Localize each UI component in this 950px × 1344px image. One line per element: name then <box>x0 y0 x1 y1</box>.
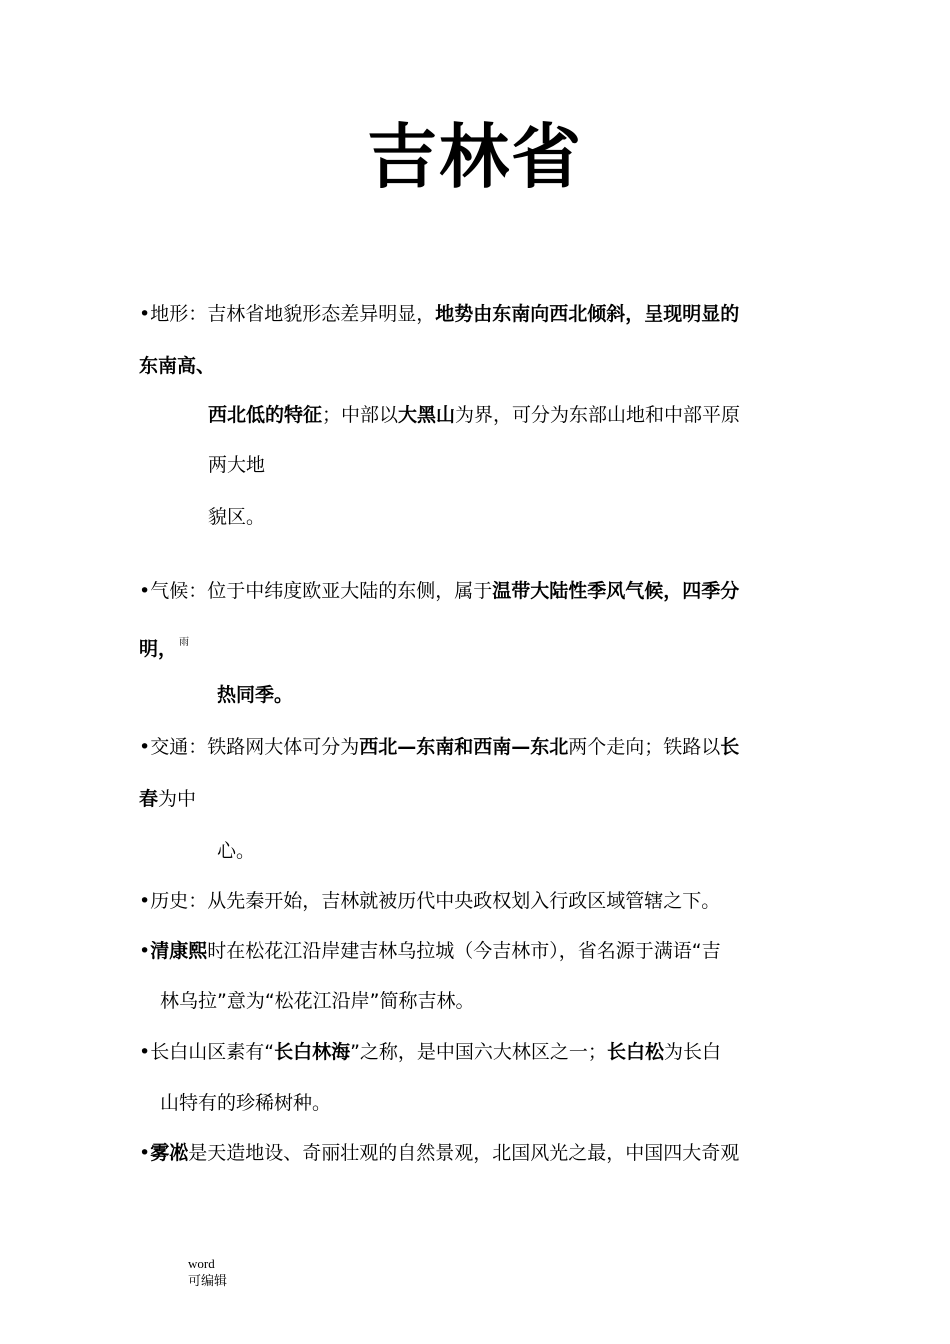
climate-bold: 温带大陆性季风气候，四季分 <box>492 580 740 602</box>
footer-editable: 可编辑 <box>188 1273 228 1288</box>
terrain-bold: 地势由东南向西北倾斜，呈现明显的 <box>435 303 740 325</box>
kangxi-bullet: • <box>139 940 151 962</box>
changbai-line-2: 山特有的珍稀树种。 <box>160 1092 332 1114</box>
terrain-bold-2: 东南高、 <box>139 355 216 377</box>
traffic-line-1 <box>139 734 739 760</box>
changbai-bold-b: 长白林海 <box>274 1041 351 1063</box>
changbai-text-e: 为长白 <box>663 1041 721 1063</box>
history-line: •历史：从先秦开始，吉林就被历代中央政权划入行政区域管辖之下。 <box>139 890 721 912</box>
changbai-text-c: ”之称，是中国六大林区之一； <box>350 1041 607 1063</box>
traffic-bold-2a: 春 <box>139 788 159 810</box>
rime-line-1 <box>139 1140 739 1166</box>
terrain-line-2 <box>139 353 215 379</box>
changbai-bold-d: 长白松 <box>606 1041 664 1063</box>
changbai-line-1 <box>139 1039 721 1065</box>
climate-line-2 <box>139 630 189 662</box>
terrain-bold-3: 西北低的特征 <box>208 404 323 426</box>
climate-line-3 <box>217 682 293 708</box>
rime-bullet: • <box>139 1142 151 1164</box>
kangxi-text: 时在松花江沿岸建吉林乌拉城（今吉林市），省名源于满语“吉 <box>207 940 721 962</box>
traffic-line-3: 心。 <box>217 840 256 862</box>
footer-word: word <box>188 1256 215 1271</box>
terrain-line-1 <box>139 301 739 327</box>
terrain-line-5: 貌区。 <box>208 506 266 528</box>
terrain-bold-3b: 大黑山 <box>398 404 456 426</box>
kangxi-bold: 清康熙 <box>150 940 208 962</box>
terrain-line-3 <box>208 402 740 428</box>
rime-text: 是天造地设、奇丽壮观的自然景观，北国风光之最，中国四大奇观 <box>188 1142 740 1164</box>
traffic-text-1c: 两个走向；铁路以 <box>568 736 721 758</box>
traffic-text-1a: •交通：铁路网大体可分为 <box>139 736 360 758</box>
document-title: 吉林省 <box>367 116 583 198</box>
climate-bold-3: 热同季。 <box>217 684 294 706</box>
terrain-text: •地形：吉林省地貌形态差异明显， <box>139 303 436 325</box>
traffic-bold-1d: 长 <box>720 736 740 758</box>
traffic-text-2b: 为中 <box>158 788 197 810</box>
changbai-text-a: •长白山区素有“ <box>139 1041 275 1063</box>
rime-bold: 雾凇 <box>150 1142 189 1164</box>
terrain-text-3a: ；中部以 <box>322 404 399 426</box>
climate-small-char: 雨 <box>179 637 190 648</box>
traffic-bold-1b: 西北—东南和西南—东北 <box>359 736 569 758</box>
terrain-text-3c: 为界，可分为东部山地和中部平原 <box>455 404 741 426</box>
traffic-line-2 <box>139 786 196 812</box>
terrain-line-4: 两大地 <box>208 454 266 476</box>
kangxi-line-1 <box>139 938 721 964</box>
kangxi-line-2: 林乌拉”意为“松花江沿岸”简称吉林。 <box>160 990 475 1012</box>
climate-line-1 <box>139 578 739 604</box>
climate-bold-2: 明， <box>139 638 178 660</box>
climate-text: •气候：位于中纬度欧亚大陆的东侧，属于 <box>139 580 493 602</box>
